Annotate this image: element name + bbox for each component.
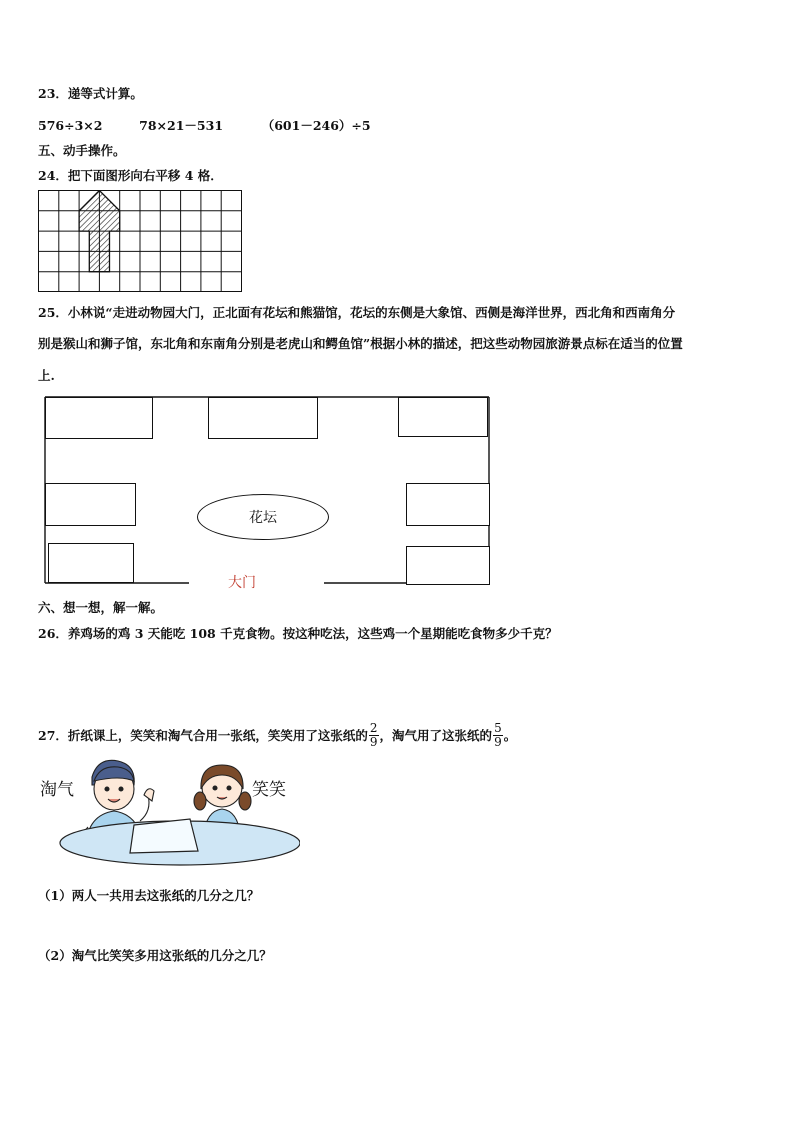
q25-line-1: 25．小林说“走进动物园大门，正北面有花坛和熊猫馆，花坛的东侧是大象馆、西侧是海洋世界，西北角和西南角分	[38, 305, 676, 320]
q23-expr-2: 78×21－531	[139, 118, 224, 133]
q27-sub-2: （2）淘气比笑笑多用这张纸的几分之几？	[38, 948, 272, 963]
q25-line-2: 别是猴山和狮子馆，东北角和东南角分别是老虎山和鳄鱼馆”根据小林的描述，把这些动物园旅游景点标在适当的位置	[38, 336, 683, 351]
q23-title: 23．递等式计算。	[38, 86, 143, 101]
girl-name-label: 笑笑	[252, 780, 286, 800]
q27-part-a: 27．折纸课上，笑笑和淘气合用一张纸，笑笑用了这张纸的	[38, 728, 368, 743]
zoo-map	[44, 396, 490, 591]
map-box-east[interactable]	[406, 483, 490, 526]
boy-name-label: 淘气	[40, 780, 74, 800]
q25-line-3: 上.	[38, 368, 55, 383]
map-box-southwest[interactable]	[48, 543, 134, 583]
map-box-north[interactable]	[208, 397, 318, 439]
fraction-five-ninths: $\frac{5}{9}$	[494, 720, 502, 749]
q24-title: 24．把下面图形向右平移 4 格．	[38, 168, 223, 183]
q27-part-b: ，淘气用了这张纸的	[379, 728, 493, 743]
q27-illustration	[40, 755, 300, 870]
q23-expressions	[38, 116, 371, 134]
map-box-northwest[interactable]	[45, 397, 153, 439]
flowerbed-ellipse	[197, 494, 329, 540]
map-box-southeast[interactable]	[406, 546, 490, 585]
q23-expr-3: （601－246）÷5	[261, 118, 371, 133]
fraction-two-ninths: $\frac{2}{9}$	[369, 720, 378, 749]
flowerbed-label: 花坛	[249, 510, 277, 526]
section-5-heading: 五、动手操作。	[38, 143, 126, 158]
q27-sub-1: （1）两人一共用去这张纸的几分之几？	[38, 888, 260, 903]
q27-part-c: 。	[503, 728, 517, 743]
gate-label: 大门	[228, 575, 256, 591]
section-6-heading: 六、想一想，解一解。	[38, 600, 164, 615]
arrow-shape	[79, 191, 120, 272]
map-box-west[interactable]	[45, 483, 136, 526]
q27-title	[38, 718, 516, 752]
q24-grid	[38, 190, 243, 294]
map-box-northeast[interactable]	[398, 397, 488, 437]
q26-text: 26．养鸡场的鸡 3 天能吃 108 千克食物。按这种吃法，这些鸡一个星期能吃食物多少千克？	[38, 626, 558, 641]
q23-expr-1: 576÷3×2	[38, 118, 103, 133]
